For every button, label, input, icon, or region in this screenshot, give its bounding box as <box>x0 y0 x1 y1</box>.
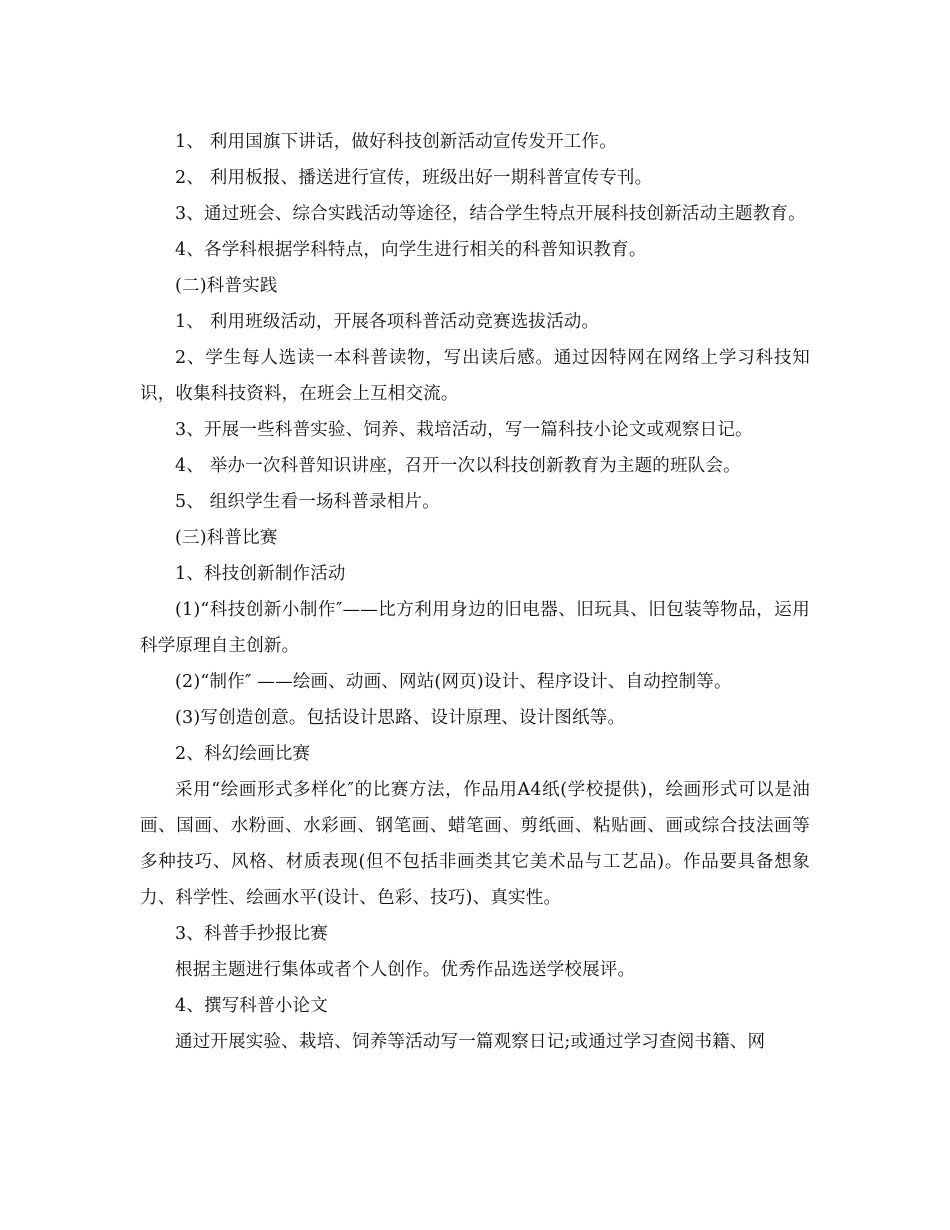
subsection-heading: 2、科幻绘画比赛 <box>175 744 311 764</box>
paragraph: 3、开展一些科普实验、饲养、栽培活动，写一篇科技小论文或观察日记。 <box>175 420 753 440</box>
paragraph: (2)“制作″ ——绘画、动画、网站(网页)设计、程序设计、自动控制等。 <box>175 672 732 692</box>
paragraph: 3、通过班会、综合实践活动等途径，结合学生特点开展科技创新活动主题教育。 <box>175 204 806 224</box>
subsection-heading: 1、科技创新制作活动 <box>175 564 346 584</box>
paragraph: 采用“绘画形式多样化″的比赛方法，作品用A4纸(学校提供)，绘画形式可以是油画、国画、水粉画、水彩画、钢笔画、蜡笔画、剪纸画、粘贴画、画或综合技法画等多种技巧、风格、材质表现(但不包括非画类其它美术品与工艺品)。作品要具备想象力、科学性、绘画水平(设计、色彩、技巧)、真实性。 <box>140 780 810 908</box>
paragraph: 通过开展实验、栽培、饲养等活动写一篇观察日记;或通过学习查阅书籍、网 <box>175 1032 766 1052</box>
paragraph: 根据主题进行集体或者个人创作。优秀作品选送学校展评。 <box>175 960 636 980</box>
paragraph: (3)写创造创意。包括设计思路、设计原理、设计图纸等。 <box>175 708 626 728</box>
paragraph: 4、各学科根据学科特点，向学生进行相关的科普知识教育。 <box>175 240 647 260</box>
subsection-heading: 3、科普手抄报比赛 <box>175 924 328 944</box>
paragraph: 2、学生每人选读一本科普读物，写出读后感。通过因特网在网络上学习科技知识，收集科技资料，在班会上互相交流。 <box>140 348 810 404</box>
paragraph: (1)“科技创新小制作″——比方利用身边的旧电器、旧玩具、旧包装等物品，运用科学原理自主创新。 <box>140 600 810 656</box>
paragraph: 1、 利用国旗下讲话，做好科技创新活动宣传发开工作。 <box>175 132 617 152</box>
section-heading: (三)科普比赛 <box>175 528 278 548</box>
paragraph: 2、 利用板报、播送进行宣传，班级出好一期科普宣传专刊。 <box>175 168 653 188</box>
paragraph: 1、 利用班级活动，开展各项科普活动竞赛选拔活动。 <box>175 312 600 332</box>
section-heading: (二)科普实践 <box>175 276 278 296</box>
paragraph: 4、 举办一次科普知识讲座，召开一次以科技创新教育为主题的班队会。 <box>175 456 741 476</box>
subsection-heading: 4、撰写科普小论文 <box>175 996 328 1016</box>
paragraph: 5、 组织学生看一场科普录相片。 <box>175 492 440 512</box>
document-body <box>140 124 810 1060</box>
